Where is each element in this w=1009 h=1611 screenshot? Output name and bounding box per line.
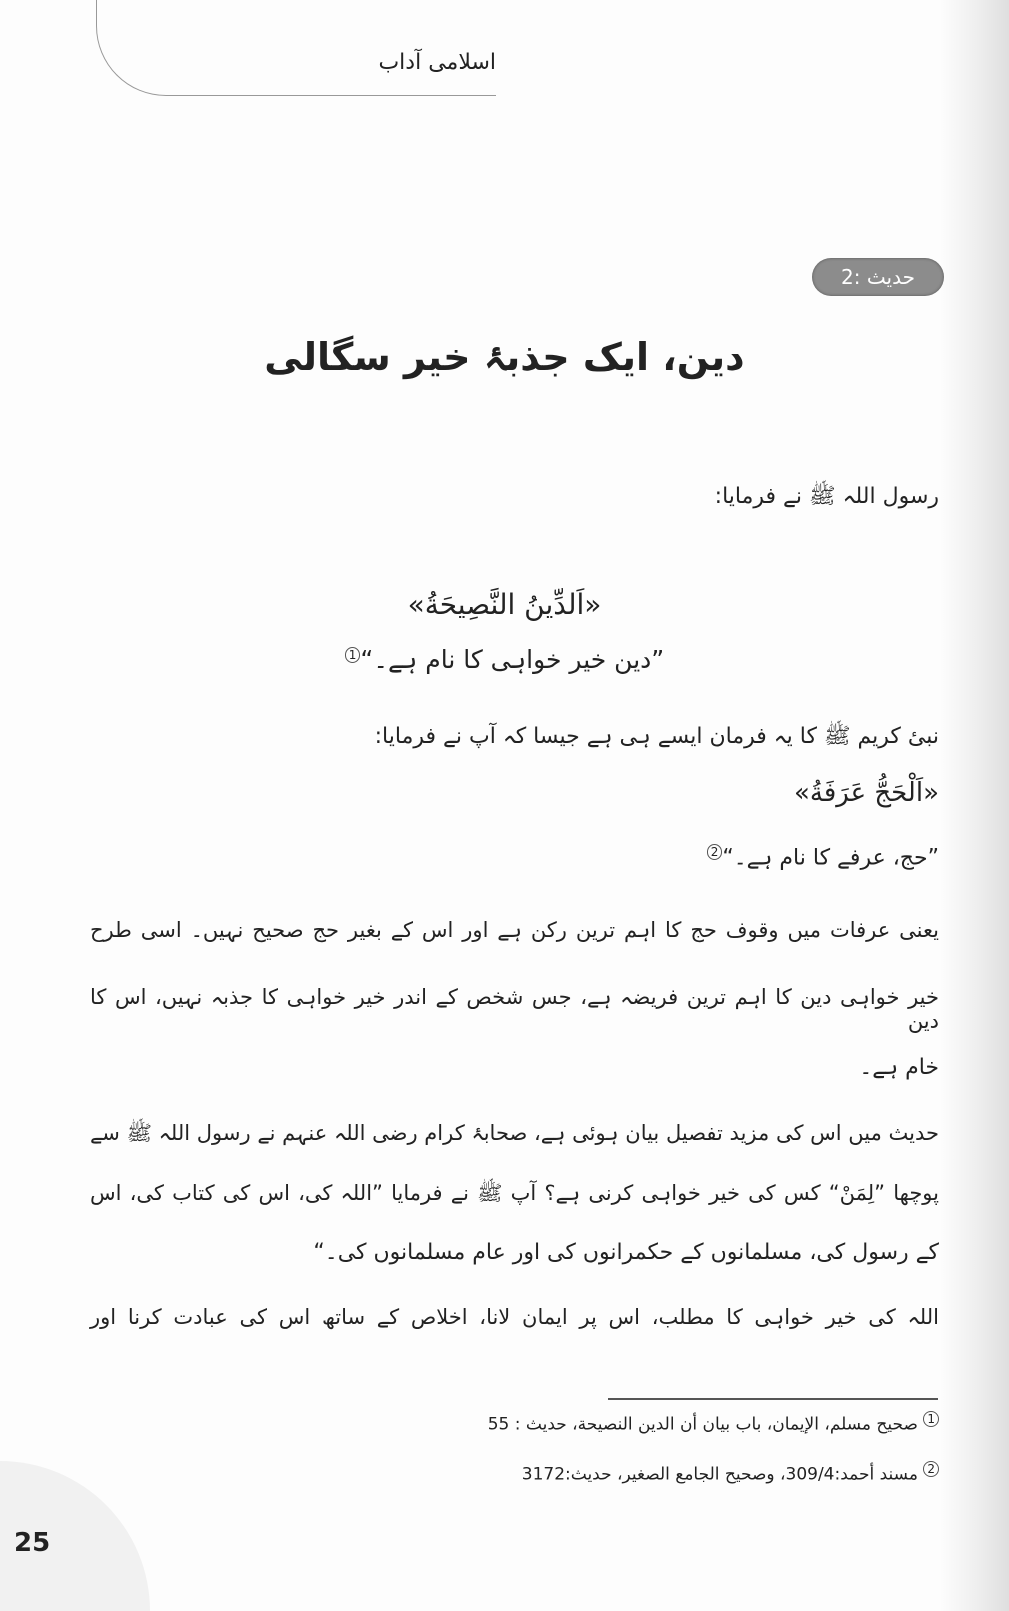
footnote-ref-1[interactable]: 1	[345, 647, 361, 663]
footnote-divider	[608, 1398, 938, 1400]
footnote-text: مسند أحمد:309/4، وصحيح الجامع الصغير، حديث:3172	[521, 1464, 918, 1485]
body-line: اللہ کی خیر خواہی کا مطلب، اس پر ایمان لانا، اخلاص کے ساتھ اس کی عبادت کرنا اور	[90, 1305, 939, 1329]
body-line-intro-2: نبیٔ کریم ﷺ کا یہ فرمان ایسے ہی ہے جیسا کہ آپ نے فرمایا:	[374, 724, 939, 749]
footnote-text: صحيح مسلم، الإيمان، باب بيان أن الدين النصيحة، حديث : 55	[487, 1414, 918, 1435]
body-line: خیر خواہی دین کا اہم ترین فریضہ ہے، جس شخص کے اندر خیر خواہی کا جذبہ نہیں، اس کا دین	[90, 985, 939, 1033]
footnote-ref-2[interactable]: 2	[707, 844, 723, 860]
footnote-1	[300, 1412, 939, 1435]
footnote-number: 2	[923, 1461, 939, 1477]
translation-1-text: ”دین خیر خواہی کا نام ہے۔“	[360, 645, 665, 674]
body-line: حدیث میں اس کی مزید تفصیل بیان ہوئی ہے، صحابۂ کرام رضی اللہ عنہم نے رسول اللہ ﷺ سے	[90, 1121, 939, 1145]
running-header: اسلامی آداب	[378, 50, 496, 75]
translation-2-text: ”حج، عرفے کا نام ہے۔“	[722, 845, 939, 871]
body-line: پوچھا ”لِمَنْ“ کس کی خیر خواہی کرنی ہے؟ آپ ﷺ نے فرمایا ”اللہ کی، اس کی کتاب کی، اس	[90, 1181, 939, 1205]
page-binding-shadow	[939, 0, 1009, 1611]
arabic-hadith-2: «اَلْحَجُّ عَرَفَةُ»	[793, 778, 939, 808]
header-frame	[96, 0, 496, 96]
footnote-2	[300, 1462, 939, 1485]
footnote-number: 1	[923, 1411, 939, 1427]
body-line: کے رسول کی، مسلمانوں کے حکمرانوں کی اور عام مسلمانوں کی۔“	[313, 1240, 939, 1265]
body-line: خام ہے۔	[859, 1055, 939, 1080]
arabic-hadith-1: «اَلدِّینُ النَّصِیحَةُ»	[407, 588, 602, 621]
hadith-number-badge: حدیث :2	[812, 258, 944, 296]
intro-line: رسول اللہ ﷺ نے فرمایا:	[714, 484, 939, 509]
chapter-title: دین، ایک جذبۂ خیر سگالی	[264, 335, 745, 379]
body-line: یعنی عرفات میں وقوف حج کا اہم ترین رکن ہے اور اس کے بغیر حج صحیح نہیں۔ اسی طرح	[90, 918, 939, 942]
translation-2	[90, 845, 939, 870]
translation-1	[90, 645, 919, 674]
page-number: 25	[14, 1528, 51, 1558]
